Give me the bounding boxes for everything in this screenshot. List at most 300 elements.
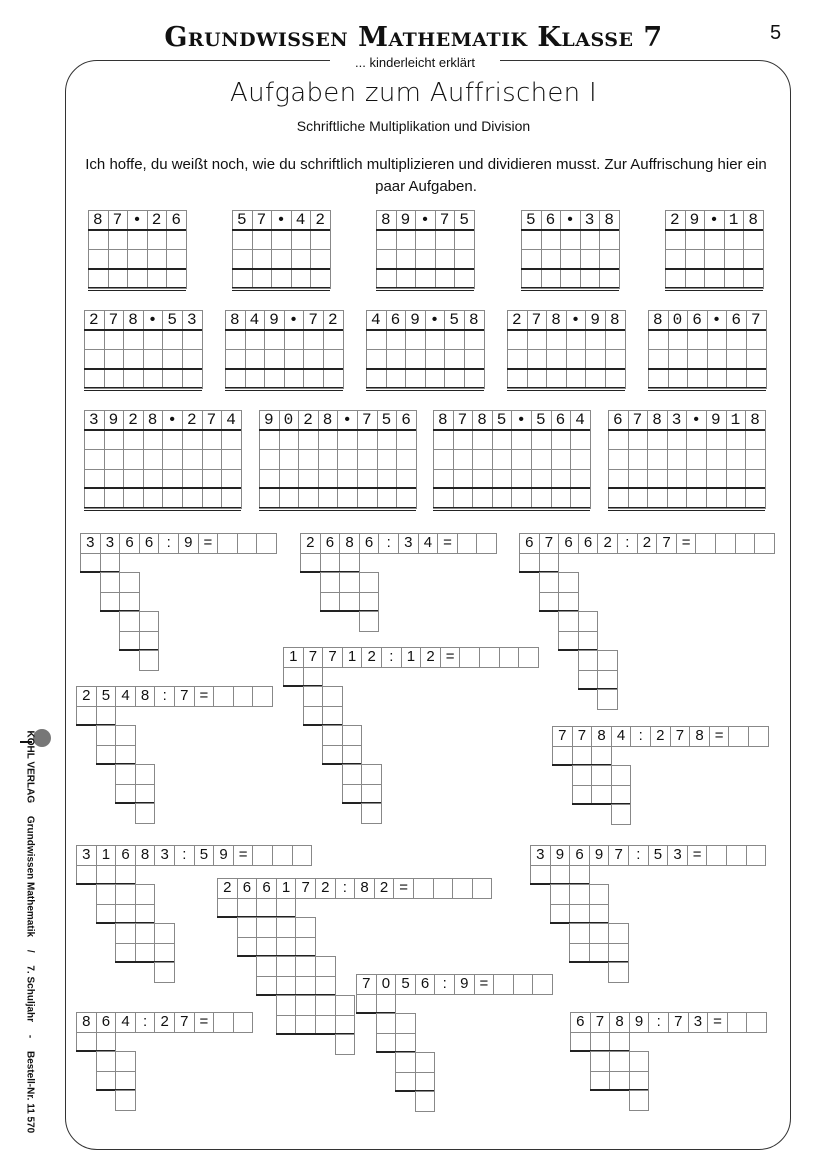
work-cell[interactable] (589, 884, 610, 905)
work-cell[interactable] (115, 865, 136, 886)
answer-cell[interactable] (104, 349, 125, 370)
answer-cell[interactable] (123, 488, 144, 509)
answer-cell[interactable] (310, 249, 331, 270)
answer-cell[interactable] (546, 369, 567, 390)
answer-cell[interactable] (162, 488, 183, 509)
work-cell[interactable] (589, 923, 610, 944)
quotient-cell[interactable] (213, 686, 234, 707)
answer-cell[interactable] (726, 330, 747, 351)
answer-cell[interactable] (202, 449, 223, 470)
answer-cell[interactable] (259, 449, 280, 470)
work-cell[interactable] (569, 865, 590, 886)
answer-cell[interactable] (303, 330, 324, 351)
answer-cell[interactable] (425, 349, 446, 370)
answer-cell[interactable] (108, 249, 129, 270)
answer-cell[interactable] (104, 430, 125, 451)
answer-cell[interactable] (357, 449, 378, 470)
answer-cell[interactable] (726, 369, 747, 390)
work-cell[interactable] (342, 725, 363, 746)
work-cell[interactable] (320, 553, 341, 574)
answer-cell[interactable] (162, 469, 183, 490)
work-cell[interactable] (539, 553, 560, 574)
work-cell[interactable] (539, 592, 560, 613)
quotient-cell[interactable] (493, 974, 514, 995)
answer-cell[interactable] (746, 330, 767, 351)
answer-cell[interactable] (284, 369, 305, 390)
answer-cell[interactable] (551, 430, 572, 451)
answer-cell[interactable] (743, 269, 764, 290)
answer-cell[interactable] (521, 249, 542, 270)
work-cell[interactable] (96, 1071, 117, 1092)
answer-cell[interactable] (608, 430, 629, 451)
work-cell[interactable] (115, 884, 136, 905)
work-cell[interactable] (135, 803, 156, 824)
answer-cell[interactable] (706, 488, 727, 509)
answer-cell[interactable] (377, 449, 398, 470)
work-cell[interactable] (550, 904, 571, 925)
work-cell[interactable] (395, 1072, 416, 1093)
answer-cell[interactable] (704, 249, 725, 270)
work-cell[interactable] (276, 898, 297, 919)
work-cell[interactable] (154, 962, 175, 983)
work-cell[interactable] (322, 686, 343, 707)
answer-cell[interactable] (425, 369, 446, 390)
work-cell[interactable] (597, 650, 618, 671)
work-cell[interactable] (315, 1015, 336, 1036)
answer-cell[interactable] (433, 430, 454, 451)
work-cell[interactable] (359, 592, 380, 613)
answer-cell[interactable] (665, 269, 686, 290)
work-cell[interactable] (119, 611, 140, 632)
quotient-cell[interactable] (252, 845, 273, 866)
quotient-cell[interactable] (213, 1012, 234, 1033)
answer-cell[interactable] (453, 449, 474, 470)
answer-cell[interactable] (386, 349, 407, 370)
work-cell[interactable] (315, 995, 336, 1016)
answer-cell[interactable] (551, 488, 572, 509)
work-cell[interactable] (80, 553, 101, 574)
answer-cell[interactable] (746, 349, 767, 370)
work-cell[interactable] (300, 553, 321, 574)
answer-cell[interactable] (433, 488, 454, 509)
answer-cell[interactable] (608, 488, 629, 509)
answer-cell[interactable] (580, 230, 601, 251)
quotient-cell[interactable] (746, 1012, 767, 1033)
quotient-cell[interactable] (476, 533, 497, 554)
answer-cell[interactable] (88, 230, 109, 251)
answer-cell[interactable] (162, 430, 183, 451)
answer-cell[interactable] (357, 469, 378, 490)
work-cell[interactable] (283, 667, 304, 688)
answer-cell[interactable] (667, 430, 688, 451)
work-cell[interactable] (558, 572, 579, 593)
work-cell[interactable] (569, 884, 590, 905)
answer-cell[interactable] (259, 430, 280, 451)
work-cell[interactable] (96, 904, 117, 925)
work-cell[interactable] (572, 746, 593, 767)
work-cell[interactable] (335, 1034, 356, 1055)
answer-cell[interactable] (531, 449, 552, 470)
quotient-cell[interactable] (728, 726, 749, 747)
answer-cell[interactable] (433, 469, 454, 490)
answer-cell[interactable] (245, 330, 266, 351)
work-cell[interactable] (395, 1052, 416, 1073)
answer-cell[interactable] (707, 369, 728, 390)
work-cell[interactable] (608, 923, 629, 944)
answer-cell[interactable] (560, 230, 581, 251)
answer-cell[interactable] (667, 449, 688, 470)
work-cell[interactable] (342, 764, 363, 785)
answer-cell[interactable] (303, 369, 324, 390)
answer-cell[interactable] (570, 488, 591, 509)
quotient-cell[interactable] (472, 878, 493, 899)
answer-cell[interactable] (376, 249, 397, 270)
answer-cell[interactable] (162, 349, 183, 370)
work-cell[interactable] (591, 785, 612, 806)
work-cell[interactable] (295, 976, 316, 997)
answer-cell[interactable] (405, 330, 426, 351)
answer-cell[interactable] (464, 369, 485, 390)
answer-cell[interactable] (453, 469, 474, 490)
quotient-cell[interactable] (513, 974, 534, 995)
answer-cell[interactable] (521, 269, 542, 290)
answer-cell[interactable] (726, 349, 747, 370)
work-cell[interactable] (415, 1072, 436, 1093)
answer-cell[interactable] (376, 269, 397, 290)
answer-cell[interactable] (521, 230, 542, 251)
work-cell[interactable] (539, 572, 560, 593)
work-cell[interactable] (96, 745, 117, 766)
answer-cell[interactable] (386, 330, 407, 351)
answer-cell[interactable] (628, 430, 649, 451)
answer-cell[interactable] (541, 269, 562, 290)
answer-cell[interactable] (511, 469, 532, 490)
quotient-cell[interactable] (532, 974, 553, 995)
work-cell[interactable] (96, 884, 117, 905)
answer-cell[interactable] (599, 230, 620, 251)
work-cell[interactable] (629, 1090, 650, 1111)
answer-cell[interactable] (182, 469, 203, 490)
answer-cell[interactable] (166, 230, 187, 251)
answer-cell[interactable] (648, 369, 669, 390)
answer-cell[interactable] (599, 249, 620, 270)
answer-cell[interactable] (84, 449, 105, 470)
answer-cell[interactable] (147, 249, 168, 270)
work-cell[interactable] (276, 937, 297, 958)
work-cell[interactable] (119, 572, 140, 593)
answer-cell[interactable] (527, 349, 548, 370)
work-cell[interactable] (629, 1071, 650, 1092)
work-cell[interactable] (115, 784, 136, 805)
answer-cell[interactable] (585, 369, 606, 390)
answer-cell[interactable] (665, 249, 686, 270)
work-cell[interactable] (96, 1032, 117, 1053)
answer-cell[interactable] (284, 330, 305, 351)
work-cell[interactable] (395, 1033, 416, 1054)
answer-cell[interactable] (245, 349, 266, 370)
work-cell[interactable] (550, 865, 571, 886)
answer-cell[interactable] (396, 488, 417, 509)
answer-cell[interactable] (527, 369, 548, 390)
quotient-cell[interactable] (433, 878, 454, 899)
answer-cell[interactable] (279, 469, 300, 490)
answer-cell[interactable] (726, 430, 747, 451)
quotient-cell[interactable] (695, 533, 716, 554)
answer-cell[interactable] (745, 469, 766, 490)
answer-cell[interactable] (166, 269, 187, 290)
answer-cell[interactable] (560, 249, 581, 270)
answer-cell[interactable] (668, 369, 689, 390)
work-cell[interactable] (320, 572, 341, 593)
quotient-cell[interactable] (499, 647, 520, 668)
work-cell[interactable] (295, 1015, 316, 1036)
work-cell[interactable] (115, 923, 136, 944)
answer-cell[interactable] (492, 449, 513, 470)
answer-cell[interactable] (202, 488, 223, 509)
answer-cell[interactable] (143, 449, 164, 470)
answer-cell[interactable] (337, 488, 358, 509)
answer-cell[interactable] (647, 430, 668, 451)
work-cell[interactable] (589, 943, 610, 964)
answer-cell[interactable] (551, 449, 572, 470)
answer-cell[interactable] (377, 469, 398, 490)
work-cell[interactable] (609, 1071, 630, 1092)
answer-cell[interactable] (605, 330, 626, 351)
answer-cell[interactable] (685, 249, 706, 270)
answer-cell[interactable] (507, 369, 528, 390)
answer-cell[interactable] (104, 369, 125, 390)
work-cell[interactable] (295, 937, 316, 958)
work-cell[interactable] (629, 1051, 650, 1072)
work-cell[interactable] (154, 923, 175, 944)
answer-cell[interactable] (724, 230, 745, 251)
answer-cell[interactable] (310, 269, 331, 290)
answer-cell[interactable] (259, 469, 280, 490)
answer-cell[interactable] (454, 269, 475, 290)
answer-cell[interactable] (143, 469, 164, 490)
work-cell[interactable] (115, 904, 136, 925)
answer-cell[interactable] (318, 469, 339, 490)
answer-cell[interactable] (726, 469, 747, 490)
answer-cell[interactable] (298, 449, 319, 470)
answer-cell[interactable] (123, 449, 144, 470)
answer-cell[interactable] (366, 349, 387, 370)
answer-cell[interactable] (357, 488, 378, 509)
work-cell[interactable] (237, 898, 258, 919)
work-cell[interactable] (139, 631, 160, 652)
work-cell[interactable] (376, 994, 397, 1015)
answer-cell[interactable] (147, 230, 168, 251)
answer-cell[interactable] (599, 269, 620, 290)
work-cell[interactable] (361, 764, 382, 785)
work-cell[interactable] (322, 725, 343, 746)
answer-cell[interactable] (570, 469, 591, 490)
work-cell[interactable] (519, 553, 540, 574)
answer-cell[interactable] (492, 430, 513, 451)
work-cell[interactable] (395, 1013, 416, 1034)
quotient-cell[interactable] (452, 878, 473, 899)
answer-cell[interactable] (551, 469, 572, 490)
answer-cell[interactable] (232, 249, 253, 270)
answer-cell[interactable] (707, 349, 728, 370)
answer-cell[interactable] (123, 330, 144, 351)
quotient-cell[interactable] (252, 686, 273, 707)
quotient-cell[interactable] (735, 533, 756, 554)
answer-cell[interactable] (686, 430, 707, 451)
answer-cell[interactable] (245, 369, 266, 390)
answer-cell[interactable] (259, 488, 280, 509)
answer-cell[interactable] (687, 369, 708, 390)
work-cell[interactable] (609, 1032, 630, 1053)
work-cell[interactable] (558, 592, 579, 613)
work-cell[interactable] (608, 943, 629, 964)
work-cell[interactable] (295, 995, 316, 1016)
answer-cell[interactable] (415, 269, 436, 290)
work-cell[interactable] (96, 1051, 117, 1072)
answer-cell[interactable] (323, 330, 344, 351)
answer-cell[interactable] (648, 349, 669, 370)
work-cell[interactable] (570, 1032, 591, 1053)
answer-cell[interactable] (143, 349, 164, 370)
answer-cell[interactable] (298, 430, 319, 451)
work-cell[interactable] (115, 725, 136, 746)
quotient-cell[interactable] (413, 878, 434, 899)
answer-cell[interactable] (323, 369, 344, 390)
work-cell[interactable] (256, 937, 277, 958)
answer-cell[interactable] (318, 449, 339, 470)
quotient-cell[interactable] (233, 686, 254, 707)
work-cell[interactable] (339, 592, 360, 613)
work-cell[interactable] (558, 611, 579, 632)
work-cell[interactable] (359, 572, 380, 593)
answer-cell[interactable] (628, 469, 649, 490)
work-cell[interactable] (578, 611, 599, 632)
answer-cell[interactable] (225, 349, 246, 370)
answer-cell[interactable] (454, 249, 475, 270)
answer-cell[interactable] (415, 230, 436, 251)
answer-cell[interactable] (444, 349, 465, 370)
work-cell[interactable] (589, 904, 610, 925)
quotient-cell[interactable] (715, 533, 736, 554)
answer-cell[interactable] (668, 330, 689, 351)
answer-cell[interactable] (182, 430, 203, 451)
work-cell[interactable] (569, 943, 590, 964)
answer-cell[interactable] (298, 469, 319, 490)
work-cell[interactable] (276, 976, 297, 997)
answer-cell[interactable] (323, 349, 344, 370)
answer-cell[interactable] (221, 469, 242, 490)
work-cell[interactable] (100, 592, 121, 613)
quotient-cell[interactable] (292, 845, 313, 866)
answer-cell[interactable] (104, 330, 125, 351)
answer-cell[interactable] (647, 488, 668, 509)
answer-cell[interactable] (464, 349, 485, 370)
answer-cell[interactable] (647, 469, 668, 490)
work-cell[interactable] (342, 745, 363, 766)
answer-cell[interactable] (507, 330, 528, 351)
answer-cell[interactable] (252, 249, 273, 270)
answer-cell[interactable] (492, 488, 513, 509)
answer-cell[interactable] (648, 330, 669, 351)
answer-cell[interactable] (108, 230, 129, 251)
answer-cell[interactable] (366, 330, 387, 351)
work-cell[interactable] (590, 1051, 611, 1072)
answer-cell[interactable] (396, 430, 417, 451)
answer-cell[interactable] (454, 230, 475, 251)
work-cell[interactable] (135, 784, 156, 805)
answer-cell[interactable] (366, 369, 387, 390)
quotient-cell[interactable] (233, 1012, 254, 1033)
answer-cell[interactable] (492, 469, 513, 490)
work-cell[interactable] (322, 706, 343, 727)
answer-cell[interactable] (444, 369, 465, 390)
answer-cell[interactable] (511, 488, 532, 509)
answer-cell[interactable] (580, 249, 601, 270)
answer-cell[interactable] (225, 330, 246, 351)
work-cell[interactable] (578, 631, 599, 652)
answer-cell[interactable] (182, 349, 203, 370)
answer-cell[interactable] (162, 449, 183, 470)
work-cell[interactable] (591, 765, 612, 786)
answer-cell[interactable] (271, 230, 292, 251)
answer-cell[interactable] (143, 430, 164, 451)
answer-cell[interactable] (303, 349, 324, 370)
answer-cell[interactable] (84, 330, 105, 351)
work-cell[interactable] (376, 1033, 397, 1054)
work-cell[interactable] (322, 745, 343, 766)
answer-cell[interactable] (123, 430, 144, 451)
answer-cell[interactable] (271, 269, 292, 290)
answer-cell[interactable] (511, 430, 532, 451)
answer-cell[interactable] (84, 369, 105, 390)
work-cell[interactable] (611, 804, 632, 825)
quotient-cell[interactable] (459, 647, 480, 668)
answer-cell[interactable] (104, 469, 125, 490)
answer-cell[interactable] (453, 488, 474, 509)
work-cell[interactable] (96, 706, 117, 727)
answer-cell[interactable] (511, 449, 532, 470)
work-cell[interactable] (376, 1013, 397, 1034)
answer-cell[interactable] (745, 430, 766, 451)
answer-cell[interactable] (147, 269, 168, 290)
answer-cell[interactable] (182, 369, 203, 390)
work-cell[interactable] (361, 784, 382, 805)
work-cell[interactable] (119, 631, 140, 652)
answer-cell[interactable] (685, 230, 706, 251)
work-cell[interactable] (135, 923, 156, 944)
answer-cell[interactable] (162, 330, 183, 351)
work-cell[interactable] (115, 1051, 136, 1072)
answer-cell[interactable] (202, 430, 223, 451)
quotient-cell[interactable] (727, 1012, 748, 1033)
answer-cell[interactable] (687, 330, 708, 351)
answer-cell[interactable] (396, 249, 417, 270)
answer-cell[interactable] (232, 269, 253, 290)
quotient-cell[interactable] (518, 647, 539, 668)
quotient-cell[interactable] (706, 845, 727, 866)
answer-cell[interactable] (665, 230, 686, 251)
answer-cell[interactable] (435, 269, 456, 290)
work-cell[interactable] (339, 553, 360, 574)
answer-cell[interactable] (706, 430, 727, 451)
answer-cell[interactable] (425, 330, 446, 351)
answer-cell[interactable] (531, 469, 552, 490)
answer-cell[interactable] (472, 449, 493, 470)
work-cell[interactable] (569, 923, 590, 944)
quotient-cell[interactable] (726, 845, 747, 866)
work-cell[interactable] (115, 1071, 136, 1092)
work-cell[interactable] (339, 572, 360, 593)
